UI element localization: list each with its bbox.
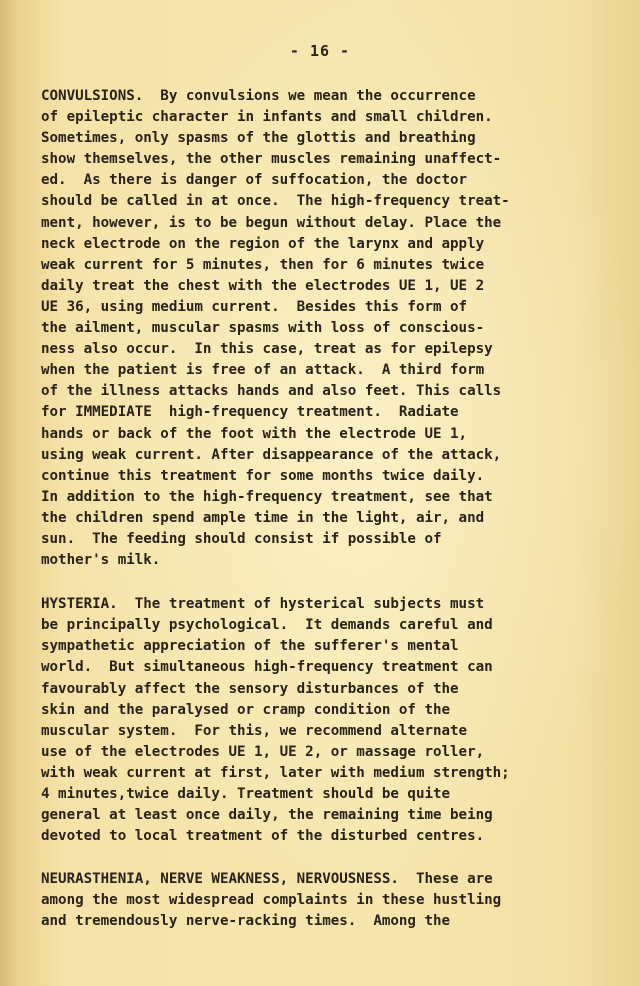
text-line: hands or back of the foot with the electrode UE 1, [41, 425, 468, 442]
text-line: skin and the paralysed or cramp condition of the [41, 701, 451, 718]
text-line: when the patient is free of an attack. A third form [41, 362, 485, 379]
text-line: daily treat the chest with the electrodes UE 1, UE 2 [41, 277, 485, 294]
text-line: weak current for 5 minutes, then for 6 minutes twice [41, 256, 485, 273]
page-number: - 16 - [289, 42, 351, 60]
text-line: ness also occur. In this case, treat as for epilepsy [41, 341, 493, 358]
text-line: In addition to the high-frequency treatment, see that [41, 488, 493, 505]
text-line: of epileptic character in infants and small children. [41, 109, 493, 126]
text-line: use of the electrodes UE 1, UE 2, or massage roller, [41, 743, 485, 760]
text-line: and tremendously nerve-racking times. Among the [41, 913, 451, 930]
text-line: with weak current at first, later with medium strength; [41, 764, 510, 781]
text-line: world. But simultaneous high-frequency treatment can [41, 659, 493, 676]
text-line: for IMMEDIATE high-frequency treatment. Radiate [41, 404, 459, 421]
text-line: muscular system. For this, we recommend alternate [41, 722, 468, 739]
text-line: sympathetic appreciation of the sufferer's mental [41, 638, 459, 655]
paragraph-hysteria [41, 594, 611, 847]
text-line: mother's milk. [41, 552, 161, 569]
text-line: 4 minutes,twice daily. Treatment should be quite [41, 786, 451, 802]
paragraph-convulsions [41, 86, 611, 571]
paragraph-neurasthenia [41, 869, 611, 932]
text-line: ment, however, is to be begun without delay. Place the [41, 214, 502, 231]
text-line: sun. The feeding should consist if possible of [41, 530, 442, 547]
text-line: ed. As there is danger of suffocation, the doctor [41, 172, 468, 189]
text-line: show themselves, the other muscles remaining unaffect- [41, 151, 502, 168]
body-text [41, 86, 611, 955]
text-line: general at least once daily, the remaining time being [41, 807, 493, 824]
text-line: should be called in at once. The high-frequency treat- [41, 193, 510, 210]
text-line: HYSTERIA. The treatment of hysterical subjects must [41, 596, 485, 613]
text-line: devoted to local treatment of the disturbed centres. [41, 828, 485, 845]
text-line: neck electrode on the region of the larynx and apply [41, 235, 485, 252]
text-line: CONVULSIONS. By convulsions we mean the occurrence [41, 88, 476, 104]
text-line: among the most widespread complaints in these hustling [41, 892, 502, 909]
text-line: of the illness attacks hands and also feet. This calls [41, 383, 502, 400]
text-line: be principally psychological. It demands careful and [41, 617, 493, 634]
text-line: UE 36, using medium current. Besides this form of [41, 298, 468, 315]
text-line: Sometimes, only spasms of the glottis and breathing [41, 130, 476, 147]
text-line: using weak current. After disappearance of the attack, [41, 446, 502, 463]
text-line: favourably affect the sensory disturbances of the [41, 680, 459, 697]
text-line: the ailment, muscular spasms with loss of conscious- [41, 320, 485, 337]
text-line: the children spend ample time in the light, air, and [41, 509, 485, 526]
text-line: NEURASTHENIA, NERVE WEAKNESS, NERVOUSNESS. These are [41, 871, 493, 888]
text-line: continue this treatment for some months twice daily. [41, 467, 485, 484]
